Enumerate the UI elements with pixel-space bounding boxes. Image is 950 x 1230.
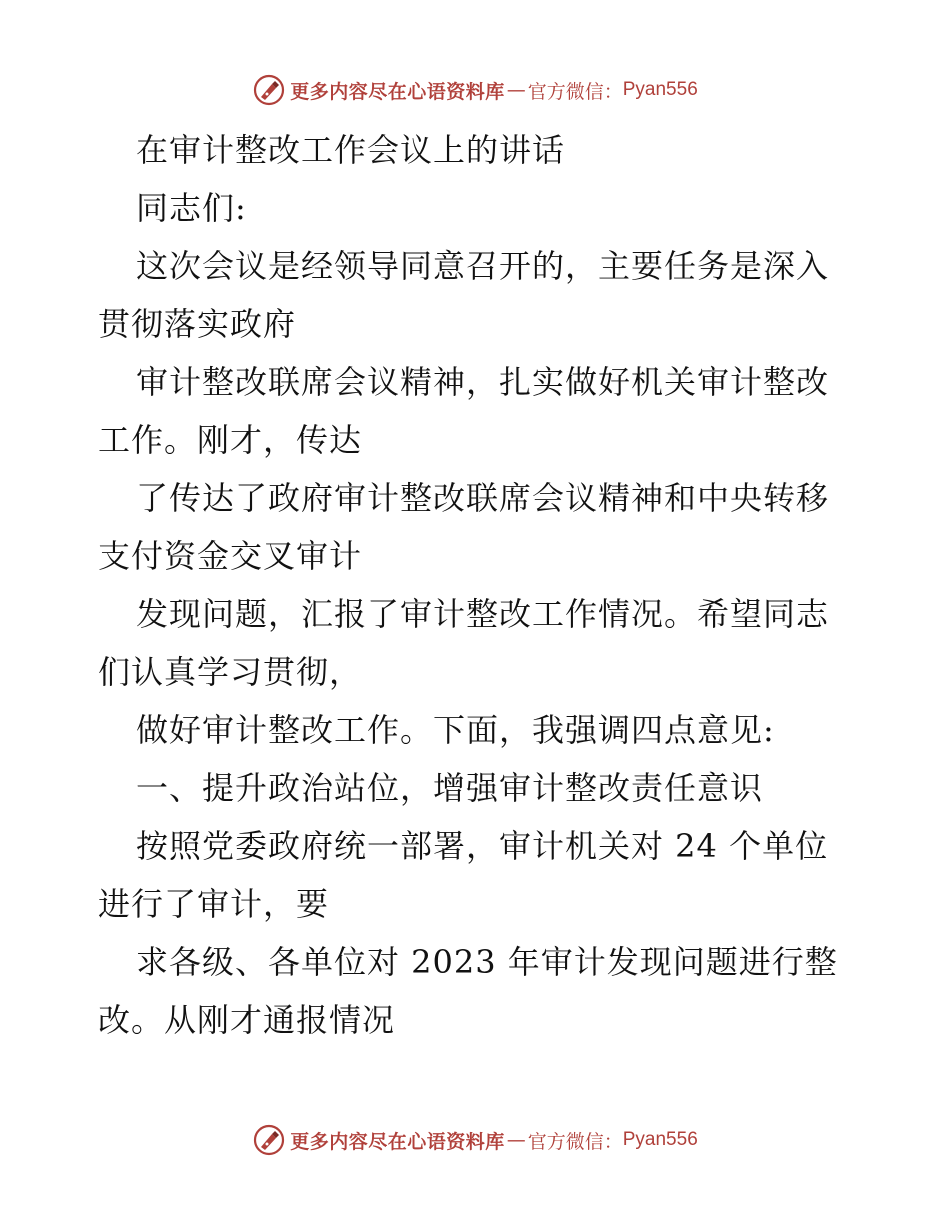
paragraph: 求各级、各单位对 2023 年审计发现问题进行整 改。从刚才通报情况: [98, 943, 838, 1039]
document-title: 在审计整改工作会议上的讲话: [136, 131, 566, 169]
document-body: [98, 121, 858, 1049]
header-banner: [0, 70, 950, 110]
paragraph: 这次会议是经领导同意召开的，主要任务是深入 贯彻落实政府: [98, 247, 830, 343]
pen-nib-logo-icon: [252, 73, 286, 107]
banner-wechat-label: 官方微信：: [527, 80, 623, 103]
banner-brand-text: 更多内容尽在心语资料库: [290, 1130, 505, 1153]
salutation: 同志们:: [136, 189, 247, 227]
banner-separator: —: [506, 79, 526, 101]
banner-brand-text: 更多内容尽在心语资料库: [290, 80, 505, 103]
banner-wechat-id: Pyan556: [622, 1129, 698, 1150]
banner-separator: —: [506, 1129, 526, 1151]
paragraph: 按照党委政府统一部署，审计机关对 24 个单位 进行了审计，要: [98, 827, 829, 923]
banner-wechat-label: 官方微信：: [527, 1130, 623, 1153]
paragraph: 审计整改联席会议精神，扎实做好机关审计整改 工作。刚才，传达: [98, 363, 830, 459]
paragraph: 发现问题，汇报了审计整改工作情况。希望同志 们认真学习贯彻，: [98, 595, 830, 691]
pen-nib-logo-icon: [252, 1123, 286, 1157]
section-heading: 一、提升政治站位，增强审计整改责任意识: [136, 769, 764, 807]
paragraph: 做好审计整改工作。下面，我强调四点意见:: [136, 711, 775, 749]
paragraph: 了传达了政府审计整改联席会议精神和中央转移 支付资金交叉审计: [98, 479, 830, 575]
banner-wechat-id: Pyan556: [622, 79, 698, 100]
footer-banner: [0, 1120, 950, 1160]
